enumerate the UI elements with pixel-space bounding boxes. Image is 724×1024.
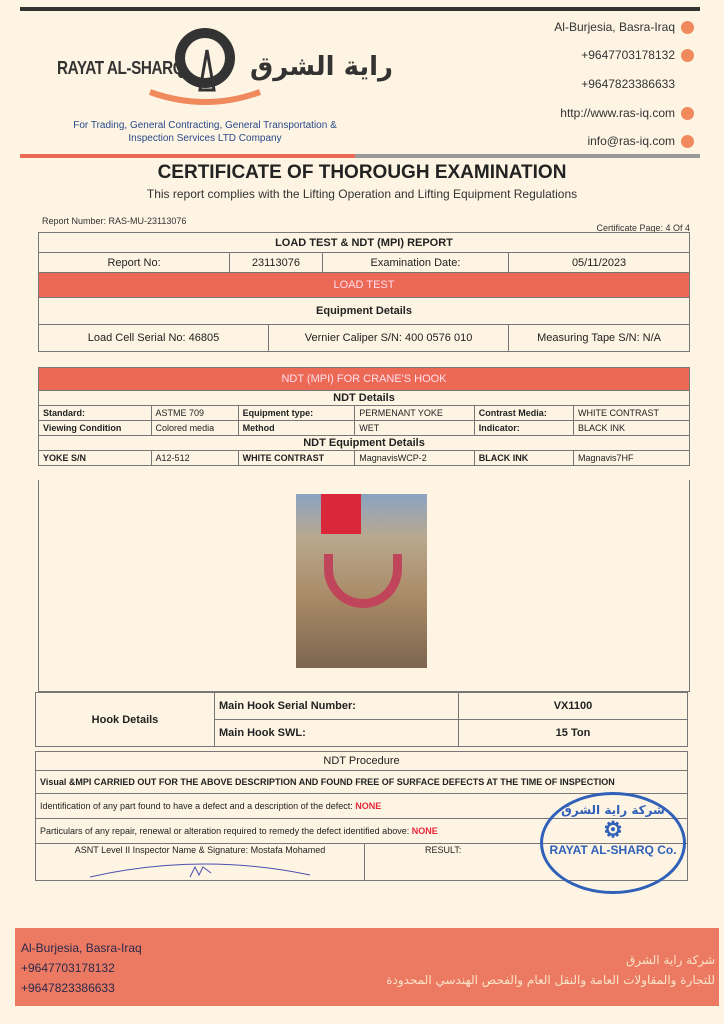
hook-serial-value: VX1100 <box>459 693 688 720</box>
stamp-gear-icon: ⚙ <box>603 817 623 842</box>
method-value: WET <box>355 421 474 436</box>
footer-band <box>15 928 719 1006</box>
load-cell-serial: Load Cell Serial No: 46805 <box>39 325 269 352</box>
equipment-details-heading: Equipment Details <box>39 298 690 325</box>
company-stamp <box>540 792 686 894</box>
certificate-title: CERTIFICATE OF THOROUGH EXAMINATION <box>157 162 567 183</box>
white-contrast-label: WHITE CONTRAST <box>238 451 355 466</box>
exam-date-label: Examination Date: <box>322 253 508 273</box>
indicator-label: Indicator: <box>474 421 573 436</box>
certificate-page-number: Certificate Page: 4 Of 4 <box>596 223 690 233</box>
viewing-condition-label: Viewing Condition <box>39 421 152 436</box>
procedure-line1: Visual &MPI CARRIED OUT FOR THE ABOVE DESCRIPTION AND FOUND FREE OF SURFACE DEFECTS AT THE TIME OF INSPECTION <box>36 771 688 794</box>
contact-address <box>554 20 694 34</box>
phone2-text: +9647823386633 <box>581 77 675 91</box>
yoke-label: YOKE S/N <box>39 451 152 466</box>
white-contrast-value: MagnavisWCP-2 <box>355 451 474 466</box>
top-rule <box>20 7 700 11</box>
contrast-media-label: Contrast Media: <box>474 406 573 421</box>
ndt-table <box>38 367 690 466</box>
hook-serial-label: Main Hook Serial Number: <box>215 693 459 720</box>
address-text: Al-Burjesia, Basra-Iraq <box>554 20 675 34</box>
contact-phone2 <box>581 77 675 91</box>
equipment-type-label: Equipment type: <box>238 406 355 421</box>
footer-phone2: +9647823386633 <box>21 981 115 995</box>
report-number: Report Number: RAS-MU-23113076 <box>42 216 187 226</box>
standard-label: Standard: <box>39 406 152 421</box>
hook-swl-label: Main Hook SWL: <box>215 720 459 747</box>
contrast-media-value: WHITE CONTRAST <box>573 406 689 421</box>
website-link[interactable]: http://www.ras-iq.com <box>560 106 675 120</box>
footer-phone1: +9647703178132 <box>21 961 115 975</box>
hook-details-table <box>35 692 688 747</box>
standard-value: ASTME 709 <box>151 406 238 421</box>
footer-arabic-description: للتجارة والمقاولات العامة والنقل العام والفحص الهندسي المحدودة <box>386 973 715 987</box>
email-link[interactable]: info@ras-iq.com <box>587 134 675 148</box>
divider-gray <box>355 154 700 158</box>
contact-email <box>587 134 694 148</box>
equipment-type-value: PERMENANT YOKE <box>355 406 474 421</box>
inspector-cell <box>36 844 365 881</box>
yoke-value: A12-512 <box>151 451 238 466</box>
ndt-equipment-heading: NDT Equipment Details <box>39 436 690 451</box>
ndt-details-heading: NDT Details <box>39 391 690 406</box>
defect-identification: Identification of any part found to have a defect and a description of the defect: <box>40 801 353 811</box>
repair-particulars: Particulars of any repair, renewal or alteration required to remedy the defect identified above: <box>40 826 410 836</box>
report-no-label: Report No: <box>39 253 230 273</box>
footer-contact <box>21 938 142 998</box>
hook-shape <box>324 554 402 608</box>
footer-arabic <box>386 950 715 990</box>
stamp-text: RAYAT AL-SHARQ Co. <box>549 843 677 857</box>
brand-name-arabic: راية الشرق <box>250 52 394 82</box>
procedure-heading: NDT Procedure <box>36 752 688 771</box>
mail-icon <box>681 135 694 148</box>
vernier-caliper-serial: Vernier Caliper S/N: 400 0576 010 <box>268 325 508 352</box>
defect-value: NONE <box>355 801 382 811</box>
phone1-text: +9647703178132 <box>581 48 675 62</box>
phone-icon <box>681 49 694 62</box>
method-label: Method <box>238 421 355 436</box>
report-no-value: 23113076 <box>230 253 323 273</box>
crane-hook-photo <box>296 494 427 668</box>
contact-phone1 <box>581 48 694 62</box>
load-test-table <box>38 232 690 352</box>
ndt-banner: NDT (MPI) FOR CRANE'S HOOK <box>39 368 690 391</box>
black-ink-value: Magnavis7HF <box>573 451 689 466</box>
tagline: For Trading, General Contracting, General Transportation & Inspection Services LTD Company <box>73 120 337 144</box>
brand-name: RAYAT AL-SHARQ <box>57 58 185 78</box>
footer-arabic-name: شركة راية الشرق <box>626 953 715 967</box>
inspector-name: ASNT Level II Inspector Name & Signature: Mostafa Mohamed <box>74 845 326 855</box>
result-label: RESULT: <box>425 845 462 855</box>
hook-swl-value: 15 Ton <box>459 720 688 747</box>
stamp-arabic-text: شركة راية الشرق <box>561 803 665 817</box>
footer-address: Al-Burjesia, Basra-Iraq <box>21 941 142 955</box>
certificate-subtitle: This report complies with the Lifting Operation and Lifting Equipment Regulations <box>146 187 578 201</box>
location-icon <box>681 21 694 34</box>
measuring-tape-serial: Measuring Tape S/N: N/A <box>509 325 690 352</box>
inspector-signature <box>90 857 310 879</box>
hook-block <box>321 494 361 534</box>
globe-icon <box>681 107 694 120</box>
exam-date-value: 05/11/2023 <box>509 253 690 273</box>
black-ink-label: BLACK INK <box>474 451 573 466</box>
hook-details-label: Hook Details <box>36 693 215 747</box>
contact-website <box>560 106 694 120</box>
load-heading: LOAD TEST & NDT (MPI) REPORT <box>39 233 690 253</box>
indicator-value: BLACK INK <box>573 421 689 436</box>
repair-value: NONE <box>411 826 438 836</box>
load-test-banner: LOAD TEST <box>39 273 690 298</box>
viewing-condition-value: Colored media <box>151 421 238 436</box>
divider-orange <box>20 154 355 158</box>
